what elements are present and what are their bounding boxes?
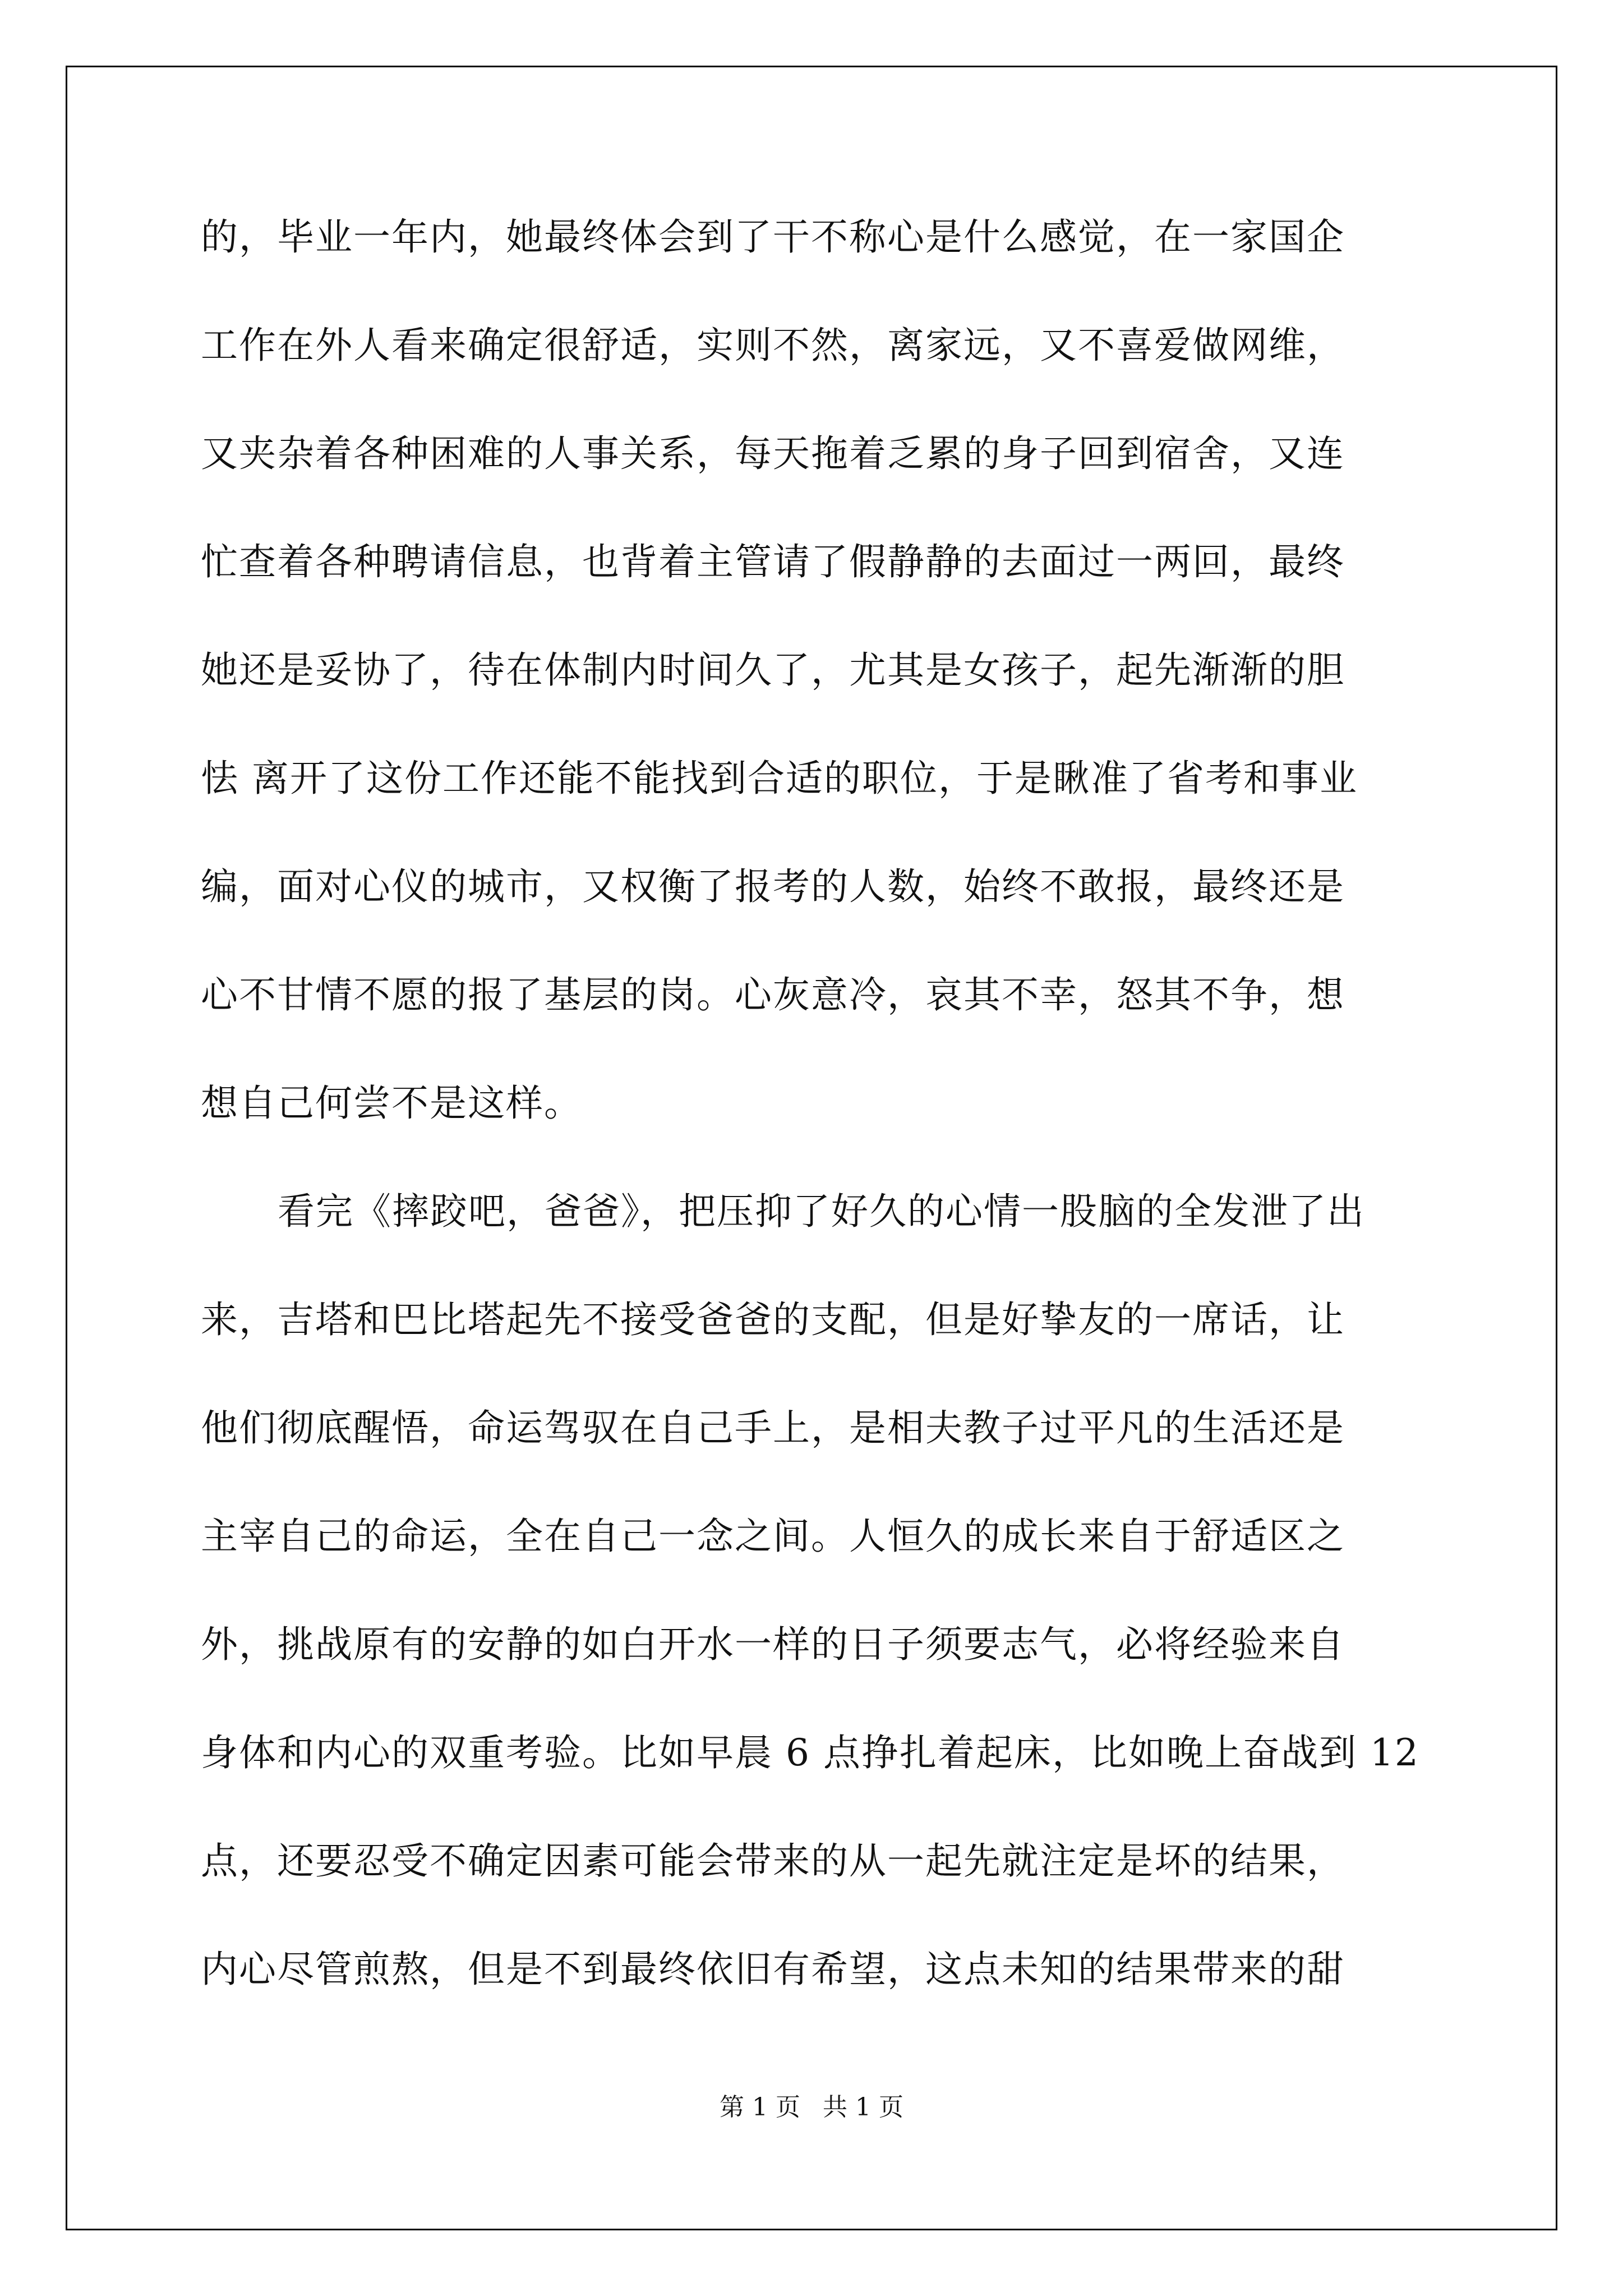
- paragraph-start-line: 看完《摔跤吧，爸爸》，把压抑了好久的心情一股脑的全发泄了出: [278, 1190, 1365, 1233]
- page-number: 第 1 页: [720, 2093, 800, 2122]
- page-footer: [0, 2087, 1623, 2123]
- text-line: 她还是妥协了，待在体制内时间久了，尤其是女孩子，起先渐渐的胆: [201, 648, 1345, 692]
- text-line: 身体和内心的双重考验。比如早晨 6 点挣扎着起床，比如晚上奋战到 12: [201, 1731, 1419, 1774]
- text-line: 忙查着各种聘请信息，也背着主管请了假静静的去面过一两回，最终: [201, 540, 1345, 583]
- text-line: 又夹杂着各种困难的人事关系，每天拖着乏累的身子回到宿舍，又连: [201, 432, 1345, 475]
- text-line: 点，还要忍受不确定因素可能会带来的从一起先就注定是坏的结果，: [201, 1839, 1345, 1883]
- text-line: 的，毕业一年内，她最终体会到了干不称心是什么感觉，在一家国企: [201, 215, 1345, 259]
- text-line: 心不甘情不愿的报了基层的岗。心灰意冷，哀其不幸，怒其不争，想: [201, 973, 1345, 1016]
- text-line: 怯 离开了这份工作还能不能找到合适的职位，于是瞅准了省考和事业: [201, 757, 1358, 800]
- text-line: 编，面对心仪的城市，又权衡了报考的人数，始终不敢报，最终还是: [201, 865, 1345, 908]
- text-line: 外，挑战原有的安静的如白开水一样的日子须要志气，必将经验来自: [201, 1623, 1345, 1666]
- text-line: 来，吉塔和巴比塔起先不接受爸爸的支配，但是好挚友的一席话，让: [201, 1298, 1345, 1341]
- text-line: 工作在外人看来确定很舒适，实则不然，离家远，又不喜爱做网维，: [201, 324, 1345, 367]
- text-line: 想自己何尝不是这样。: [201, 1082, 582, 1125]
- text-line: 他们彻底醒悟，命运驾驭在自己手上，是相夫教子过平凡的生活还是: [201, 1406, 1345, 1450]
- page-total: 共 1 页: [823, 2093, 903, 2122]
- text-line: 内心尽管煎熬，但是不到最终依旧有希望，这点未知的结果带来的甜: [201, 1948, 1345, 1991]
- text-line: 主宰自己的命运，全在自己一念之间。人恒久的成长来自于舒适区之: [201, 1515, 1345, 1558]
- body-text: [201, 212, 1435, 2053]
